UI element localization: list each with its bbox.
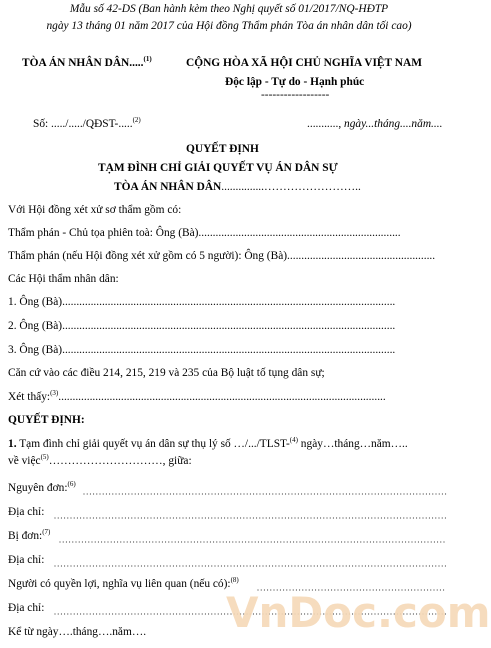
court-name-text: TÒA ÁN NHÂN DÂN..... bbox=[22, 57, 144, 69]
ruling-item-number: 1. bbox=[8, 438, 17, 450]
defendant-label: Bị đơn: bbox=[8, 530, 43, 542]
number-ref: (2) bbox=[132, 116, 141, 124]
consider-dots: ................................................................................................................... bbox=[58, 391, 386, 403]
presiding-judge-line: Thẩm phán - Chủ tọa phiên toà: Ông (Bà)....................................................................... bbox=[8, 227, 401, 239]
plaintiff-label: Nguyên đơn: bbox=[8, 482, 68, 494]
defendant-address-line: Địa chỉ: bbox=[8, 554, 45, 566]
ruling-heading: QUYẾT ĐỊNH: bbox=[8, 414, 85, 426]
plaintiff-address-line: Địa chỉ: bbox=[8, 506, 45, 518]
case-subject-ref: (5) bbox=[40, 453, 49, 461]
related-party-ref: (8) bbox=[230, 576, 239, 584]
related-party-label: Người có quyền lợi, nghĩa vụ liên quan (nếu có): bbox=[8, 578, 231, 590]
nation-title: CỘNG HÒA XÃ HỘI CHỦ NGHĨA VIỆT NAM bbox=[186, 57, 422, 69]
effective-date-line: Kể từ ngày….tháng….năm…. bbox=[8, 626, 147, 638]
panel-intro: Với Hội đồng xét xử sơ thẩm gồm có: bbox=[8, 204, 182, 216]
decision-number-text: Số: ...../...../QĐST-..... bbox=[33, 118, 133, 130]
assessor-line-2: 2. Ông (Bà)..................................................................................................................... bbox=[8, 320, 396, 332]
consider-ref: (3) bbox=[50, 389, 59, 397]
legal-basis: Căn cứ vào các điều 214, 215, 219 và 235 của Bộ luật tố tụng dân sự; bbox=[8, 367, 325, 379]
consider-label: Xét thấy: bbox=[8, 391, 51, 403]
date-place-dots: ..........., bbox=[307, 118, 345, 130]
assessor-line-3: 3. Ông (Bà)..................................................................................................................... bbox=[8, 344, 396, 356]
decision-subtitle: TẠM ĐÌNH CHỈ GIẢI QUYẾT VỤ ÁN DÂN SỰ bbox=[98, 162, 338, 174]
motto-underline: ------------------ bbox=[261, 89, 330, 101]
ruling-item-text: Tạm đình chỉ giải quyết vụ án dân sự thụ lý số …/.../TLST- bbox=[19, 438, 290, 450]
assessors-label: Các Hội thẩm nhân dân: bbox=[8, 273, 119, 285]
watermark: VnDoc.com bbox=[226, 588, 491, 637]
date-place-text: ngày...tháng....năm.... bbox=[344, 118, 443, 130]
nation-motto: Độc lập - Tự do - Hạnh phúc bbox=[225, 76, 365, 88]
defendant-address-fill-dots bbox=[54, 565, 446, 566]
court-ref: (1) bbox=[143, 55, 152, 63]
plaintiff-address-fill-dots bbox=[54, 517, 446, 518]
issuing-court-label: TÒA ÁN NHÂN DÂN bbox=[114, 181, 222, 193]
ruling-item-date: ngày…tháng…năm….. bbox=[300, 438, 408, 450]
plaintiff-ref: (6) bbox=[67, 480, 76, 488]
ruling-ref-4: (4) bbox=[289, 436, 298, 444]
assessor-line-1: 1. Ông (Bà)..................................................................................................................... bbox=[8, 296, 396, 308]
form-note-line-2: ngày 13 tháng 01 năm 2017 của Hội đồng Thẩm phán Tòa án nhân dân tối cao) bbox=[46, 20, 412, 32]
judge-line: Thẩm phán (nếu Hội đồng xét xử gồm có 5 người): Ông (Bà).................................................... bbox=[8, 250, 436, 262]
related-address-line: Địa chỉ: bbox=[8, 602, 45, 614]
defendant-ref: (7) bbox=[42, 528, 51, 536]
defendant-fill-dots bbox=[59, 541, 444, 542]
plaintiff-fill-dots bbox=[83, 493, 446, 494]
decision-title: QUYẾT ĐỊNH bbox=[186, 143, 259, 155]
case-subject-dots: …………………………, giữa: bbox=[48, 455, 192, 467]
case-subject-label: về việc bbox=[8, 455, 41, 467]
issuing-court-dots: ...............…………………….. bbox=[221, 181, 361, 193]
form-note-line-1: Mẫu số 42-DS (Ban hành kèm theo Nghị quyết số 01/2017/NQ-HĐTP bbox=[69, 3, 389, 15]
